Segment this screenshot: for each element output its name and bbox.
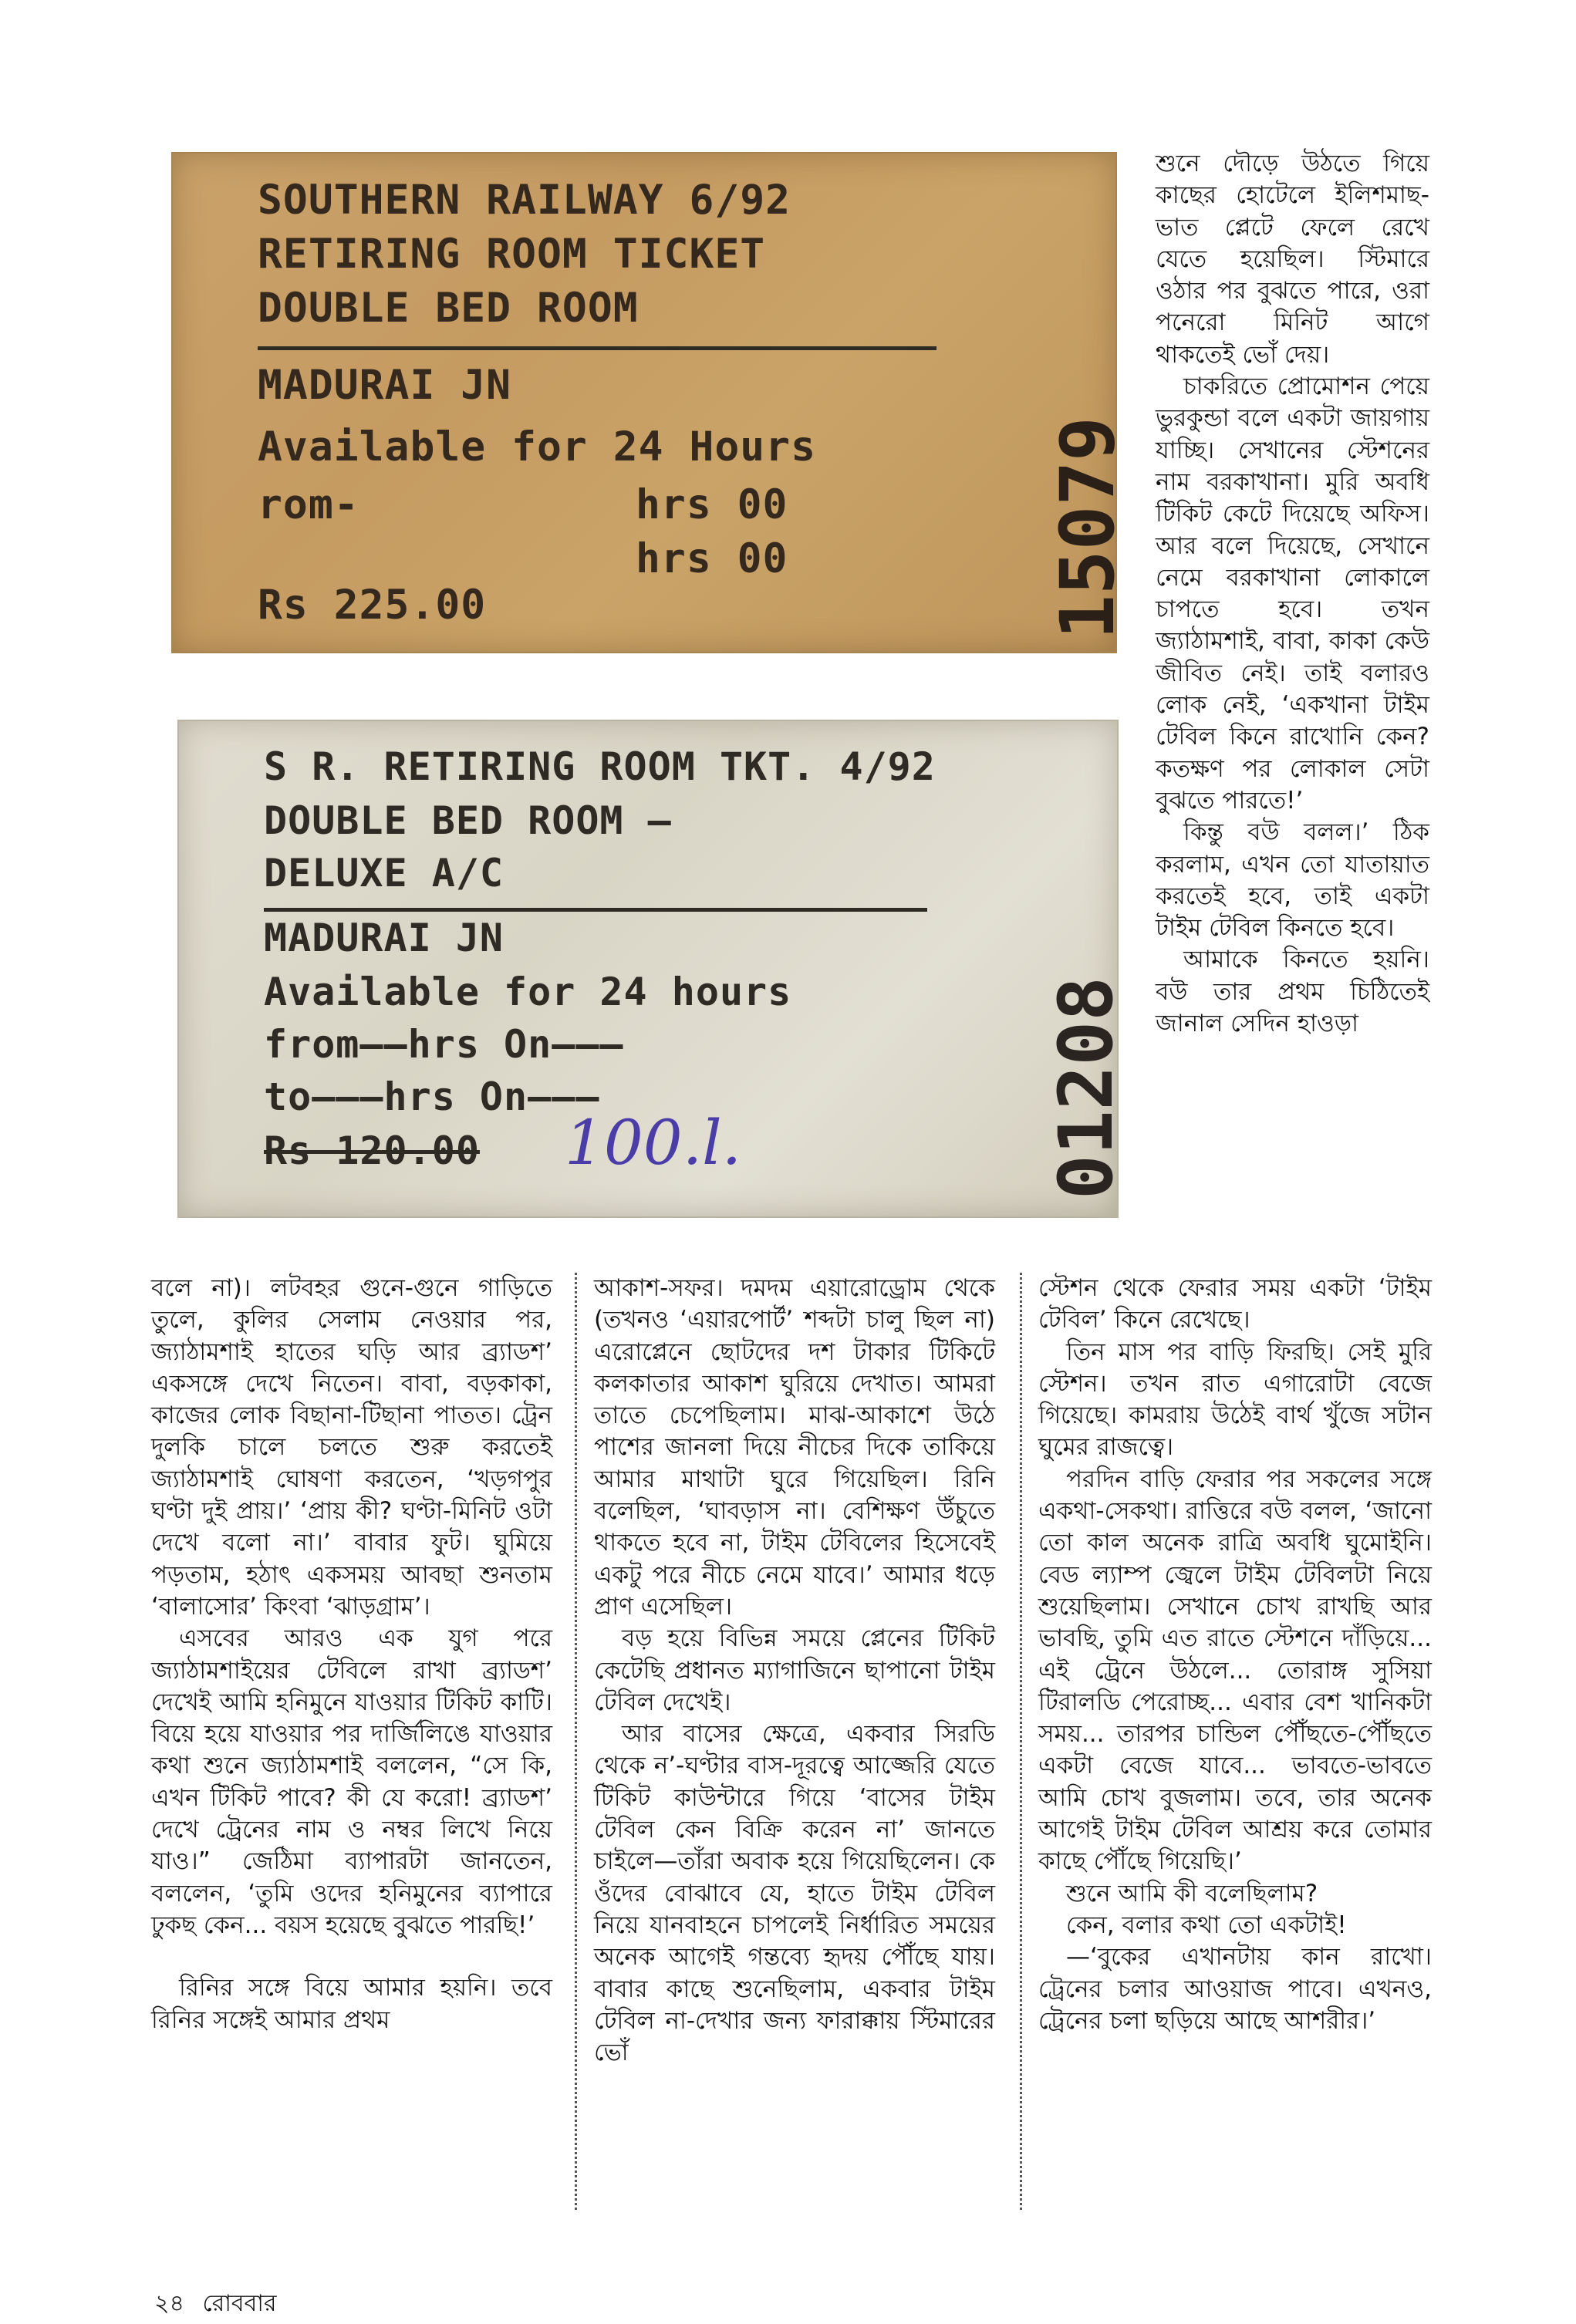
ticket-image-southern-railway (171, 152, 1131, 653)
page-footer (154, 2285, 277, 2324)
page-number: ২৪ (154, 2290, 184, 2317)
ticket2-line-8: Rs 120.00 (264, 1128, 480, 1173)
paragraph: চাকরিতে প্রোমোশন পেয়ে ভুরকুন্ডা বলে একটা জায়গায় যাচ্ছি। সেখানের স্টেশনের নাম বরকাখানা। মুরি অবধি টিকিট কেটে দিয়েছে অফিস। আর বলে দিয়েছে, সেখানে নেমে বরকাখানা লোকালে চাপতে হবে। তখন জ্যাঠামশাই, বাবা, কাকা কেউ জীবিত নেই। তাই বলারও লোক নেই, ‘একখানা টাইম টেবিল কিনে রাখোনি কেন? কতক্ষণ পর লোকাল সেটা বুঝতে পারতে!’ (1156, 373, 1429, 815)
column-divider (1020, 1273, 1022, 2210)
ticket1-line-4: MADURAI JN (258, 362, 512, 409)
column-divider (575, 1273, 577, 2210)
article-column-right-top (1156, 148, 1429, 1040)
paragraph: রিনির সঙ্গে বিয়ে আমার হয়নি। তবে রিনির সঙ্গেই আমার প্রথম (151, 1974, 552, 2034)
magazine-name: রোববার (202, 2290, 277, 2317)
paragraph: তিন মাস পর বাড়ি ফিরছি। সেই মুরি স্টেশন। তখন রাত এগারোটা বেজে গিয়েছে। কামরায় উঠেই বার্থ খুঁজে সটান ঘুমের রাজত্বে। (1038, 1337, 1432, 1462)
article-column-3 (1038, 1273, 1432, 2037)
article-column-2 (594, 1273, 995, 2069)
ticket1-line-1: SOUTHERN RAILWAY 6/92 (258, 177, 791, 224)
paragraph: কেন, বলার কথা তো একটাই! (1066, 1911, 1347, 1939)
paragraph: এসবের আরও এক যুগ পরে জ্যাঠামশাইয়ের টেবিলে রাখা ব্র্যাডশ’ দেখেই আমি হনিমুনে যাওয়ার টিকিট কাটি। বিয়ে হয়ে যাওয়ার পর দার্জিলিঙে যাওয়ার কথা শুনে জ্যাঠামশাই বললেন, “সে কি, এখন টিকিট পাবে? কী যে করো! ব্র্যাডশ’ দেখে ট্রেনের নাম ও নম্বর লিখে নিয়ে যাও।” জেঠিমা ব্যাপারটা জানতেন, বললেন, ‘তুমি ওদের হনিমুনের ব্যাপারে ঢুকছ কেন... বয়স হয়েছে বুঝতে পারছি!’ (151, 1624, 552, 1939)
ticket2-line-7: to———hrs On——— (264, 1074, 600, 1119)
ticket2-handwritten-price: 100.l. (565, 1107, 742, 1179)
paragraph: স্টেশন থেকে ফেরার সময় একটা ‘টাইম টেবিল’ কিনে রেখেছে। (1038, 1274, 1432, 1334)
ticket1-line-8: hrs 00 (636, 535, 788, 582)
ticket1-line-2: RETIRING ROOM TICKET (258, 231, 766, 278)
ticket1-line-6: rom- (258, 481, 359, 528)
ticket2-rule (264, 908, 927, 912)
ticket2-line-1: S R. RETIRING ROOM TKT. 4/92 (264, 744, 936, 789)
ticket2-serial-number: 01208 (1043, 976, 1129, 1199)
paragraph: বড় হয়ে বিভিন্ন সময়ে প্লেনের টিকিট কেটেছি প্রধানত ম্যাগাজিনে ছাপানো টাইম টেবিল দেখেই। (594, 1624, 995, 1716)
paragraph: কিন্তু বউ বলল।’ ঠিক করলাম, এখন তো যাতায়াত করতেই হবে, তাই একটা টাইম টেবিল কিনতে হবে। (1156, 818, 1429, 943)
paragraph: পরদিন বাড়ি ফেরার পর সকলের সঙ্গে একথা-সেকথা। রাত্তিরে বউ বলল, ‘জানো তো কাল অনেক রাত্রি অবধি ঘুমোইনি। বেড ল্যাম্প জ্বেলে টাইম টেবিলটা নিয়ে শুয়েছিলাম। সেখানে চোখ রাখছি আর ভাবছি, তুমি এত রাতে স্টেশনে দাঁড়িয়ে... এই ট্রেনে উঠলে... তোরাঙ্গ সুসিয়া টিরালডি পেরোচ্ছ... এবার বেশ খানিকটা সময়... তারপর চান্ডিল পৌঁছতে-পৌঁছতে একটা বেজে যাবে... ভাবতে-ভাবতে আমি চোখ বুজলাম। তবে, তার অনেক আগেই টাইম টেবিল আশ্রয় করে তোমার কাছে পৌঁছে গিয়েছি।’ (1038, 1465, 1432, 1876)
paragraph: বলে না)। লটবহর গুনে-গুনে গাড়িতে তুলে, কুলির সেলাম নেওয়ার পর, জ্যাঠামশাই হাতের ঘড়ি আর ব্র্যাডশ’ একসঙ্গে দেখে নিতেন। বাবা, বড়কাকা, কাজের লোক বিছানা-টিছানা পাতত। ট্রেন দুলকি চালে চলতে শুরু করতেই জ্যাঠামশাই ঘোষণা করতেন, ‘খড়গপুর ঘণ্টা দুই প্রায়।’ ‘প্রায় কী? ঘণ্টা-মিনিট ওটা দেখে বলো না।’ বাবার ফুট। ঘুমিয়ে পড়তাম, হঠাৎ একসময় আবছা শুনতাম ‘বালাসোর’ কিংবা ‘ঝাড়গ্রাম’। (151, 1274, 552, 1621)
paragraph: আকাশ-সফর। দমদম এয়ারোড্রোম থেকে (তখনও ‘এয়ারপোর্ট’ শব্দটা চালু ছিল না) এরোপ্লেনে ছোটদের দশ টাকার টিকিটে কলকাতার আকাশ ঘুরিয়ে দেখাত। আমরা তাতে চেপেছিলাম। মাঝ-আকাশে উঠে পাশের জানলা দিয়ে নীচের দিকে তাকিয়ে আমার মাথাটা ঘুরে গিয়েছিল। রিনি বলেছিল, ‘ঘাবড়াস না। বেশিক্ষণ উঁচুতে থাকতে হবে না, টাইম টেবিলের হিসেবেই একটু পরে নীচে নেমে যাবে।’ আমার ধড়ে প্রাণ এসেছিল। (594, 1274, 995, 1621)
paragraph: আর বাসের ক্ষেত্রে, একবার সিরডি থেকে ন’-ঘণ্টার বাস-দূরত্বে আজ্জেরি যেতে টিকিট কাউন্টারে গিয়ে ‘বাসের টাইম টেবিল কেন বিক্রি করেন না’ জানতে চাইলে—তাঁরা অবাক হয়ে গিয়েছিলেন। কে ওঁদের বোঝাবে যে, হাতে টাইম টেবিল নিয়ে যানবাহনে চাপলেই নির্ধারিত সময়ের অনেক আগেই গন্তব্যে হৃদয় পৌঁছে যায়। বাবার কাছে শুনেছিলাম, একবার টাইম টেবিল না-দেখার জন্য ফারাক্কায় স্টিমারের ভোঁ (594, 1720, 995, 2067)
paragraph: শুনে দৌড়ে উঠতে গিয়ে কাছের হোটেলে ইলিশমাছ-ভাত প্লেটে ফেলে রেখে যেতে হয়েছিল। স্টিমারে ওঠার পর বুঝতে পারে, ওরা পনেরো মিনিট আগে থাকতেই ভোঁ দেয়। (1156, 150, 1429, 369)
paragraph: —‘বুকের এখানটায় কান রাখো। ট্রেনের চলার আওয়াজ পাবে। এখনও, ট্রেনের চলা ছড়িয়ে আছে আশরীর।’ (1038, 1943, 1432, 2035)
ticket2-line-4: MADURAI JN (264, 916, 505, 960)
paragraph: শুনে আমি কী বলেছিলাম? (1066, 1879, 1318, 1907)
ticket1-line-7: hrs 00 (636, 481, 788, 528)
ticket-image-sr-retiring-room (177, 720, 1129, 1218)
ticket1-rule (258, 346, 936, 350)
ticket1-serial-number: 15079 (1044, 417, 1131, 639)
article-column-1 (151, 1273, 552, 2036)
ticket2-line-3: DELUXE A/C (264, 851, 505, 896)
paragraph: আমাকে কিনতে হয়নি। বউ তার প্রথম চিঠিতেই জানাল সেদিন হাওড়া (1156, 946, 1429, 1038)
ticket2-line-5: Available for 24 hours (264, 970, 792, 1014)
ticket2-line-6: from——hrs On——— (264, 1022, 624, 1067)
ticket1-line-3: DOUBLE BED ROOM (258, 285, 639, 332)
ticket1-line-9: Rs 225.00 (258, 582, 487, 629)
ticket1-line-5: Available for 24 Hours (258, 423, 816, 471)
ticket2-line-2: DOUBLE BED ROOM — (264, 798, 672, 843)
